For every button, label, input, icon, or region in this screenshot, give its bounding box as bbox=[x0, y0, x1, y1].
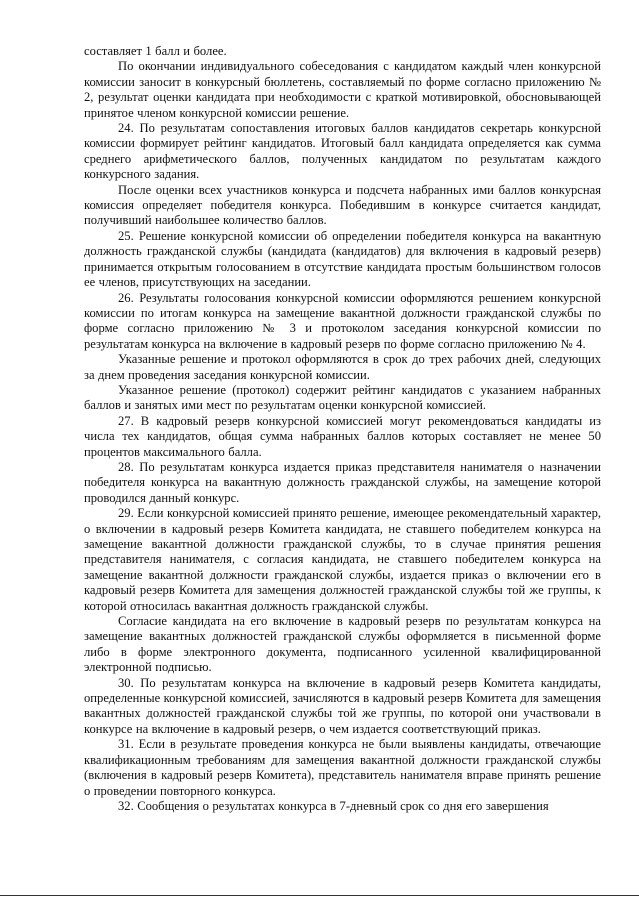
footer-divider bbox=[0, 895, 639, 896]
paragraph-winner-determination: После оценки всех участников конкурса и подсчета набранных ими баллов конкурсная комиссия определяет победителя конкурса. Победившим в конкурсе считается кандидат, получивший наибольшее количество баллов. bbox=[84, 182, 601, 228]
paragraph-clause-27: 27. В кадровый резерв конкурсной комиссией могут рекомендоваться кандидаты из числа тех кандидатов, общая сумма набранных баллов которых составляет не менее 50 процентов максимального балла. bbox=[84, 413, 601, 459]
paragraph-clause-26: 26. Результаты голосования конкурсной комиссии оформляются решением конкурсной комиссии по итогам конкурса на замещение вакантной должности гражданской службы по форме согласно приложению № 3 и протоколом заседания конкурсной комиссии по результатам конкурса на включение в кадровый резерв по форме согласно приложению № 4. bbox=[84, 290, 601, 351]
paragraph-clause-24: 24. По результатам сопоставления итоговых баллов кандидатов секретарь конкурсной комиссии формирует рейтинг кандидатов. Итоговый балл кандидата определяется как сумма среднего арифметического баллов, полученных кандидатом по результатам каждого конкурсного задания. bbox=[84, 121, 601, 182]
paragraph-continuation: составляет 1 балл и более. bbox=[84, 44, 227, 58]
paragraph-clause-32: 32. Сообщения о результатах конкурса в 7-дневный срок со дня его завершения bbox=[118, 798, 549, 813]
paragraph-decision-rating: Указанное решение (протокол) содержит рейтинг кандидатов с указанием набранных баллов и занятых ими мест по результатам оценки конкурсной комиссией. bbox=[84, 382, 601, 413]
paragraph-candidate-consent: Согласие кандидата на его включение в кадровый резерв по результатам конкурса на замещение вакантных должностей гражданской службы оформляется в письменной форме либо в форме электронного документа, подписанного усиленной квалифицированной электронной подписью. bbox=[84, 614, 601, 675]
paragraph-interview-assessment: По окончании индивидуального собеседования с кандидатом каждый член конкурсной комиссии заносит в конкурсный бюллетень, составляемый по форме согласно приложению № 2, результат оценки кандидата при необходимости с краткой мотивировкой, обосновывающей принятое членом конкурсной комиссии решение. bbox=[84, 59, 601, 120]
paragraph-clause-30: 30. По результатам конкурса на включение в кадровый резерв Комитета кандидаты, определенные конкурсной комиссией, зачисляются в кадровый резерв Комитета для замещения вакантных должностей гражданской службы той же группы, по которой они участвовали в конкурсе на включение в кадровый резерв, о чем издается соответствующий приказ. bbox=[84, 675, 601, 736]
paragraph-clause-29: 29. Если конкурсной комиссией принято решение, имеющее рекомендательный характер, о включении в кадровый резерв Комитета кандидата, не ставшего победителем конкурса на замещение вакантной должности гражданской службы, то в случае принятия решения представителя нанимателя, с согласия кандидата, не ставшего победителем конкурса на замещение вакантной должности гражданской службы, издается приказ о включении его в кадровый резерв Комитета для замещения должностей гражданской службы той же группы, к которой относилась вакантная должность гражданской службы. bbox=[84, 506, 602, 613]
paragraph-decision-deadline: Указанные решение и протокол оформляются в срок до трех рабочих дней, следующих за днем проведения заседания конкурсной комиссии. bbox=[84, 352, 601, 382]
paragraph-clause-31: 31. Если в результате проведения конкурса не были выявлены кандидаты, отвечающие квалификационным требованиям для замещения вакантной должности гражданской службы (включения в кадровый резерв Комитета), представитель нанимателя вправе принять решение о проведении повторного конкурса. bbox=[84, 737, 601, 798]
paragraph-clause-28: 28. По результатам конкурса издается приказ представителя нанимателя о назначении победителя конкурса на вакантную должность гражданской службы, на замещение которой проводился данный конкурс. bbox=[84, 459, 601, 505]
paragraph-clause-25: 25. Решение конкурсной комиссии об определении победителя конкурса на вакантную должность гражданской службы (кандидата (кандидатов) для включения в кадровый резерв) принимается открытым голосованием в отсутствие кандидата простым большинством голосов ее членов, присутствующих на заседании. bbox=[84, 228, 601, 290]
